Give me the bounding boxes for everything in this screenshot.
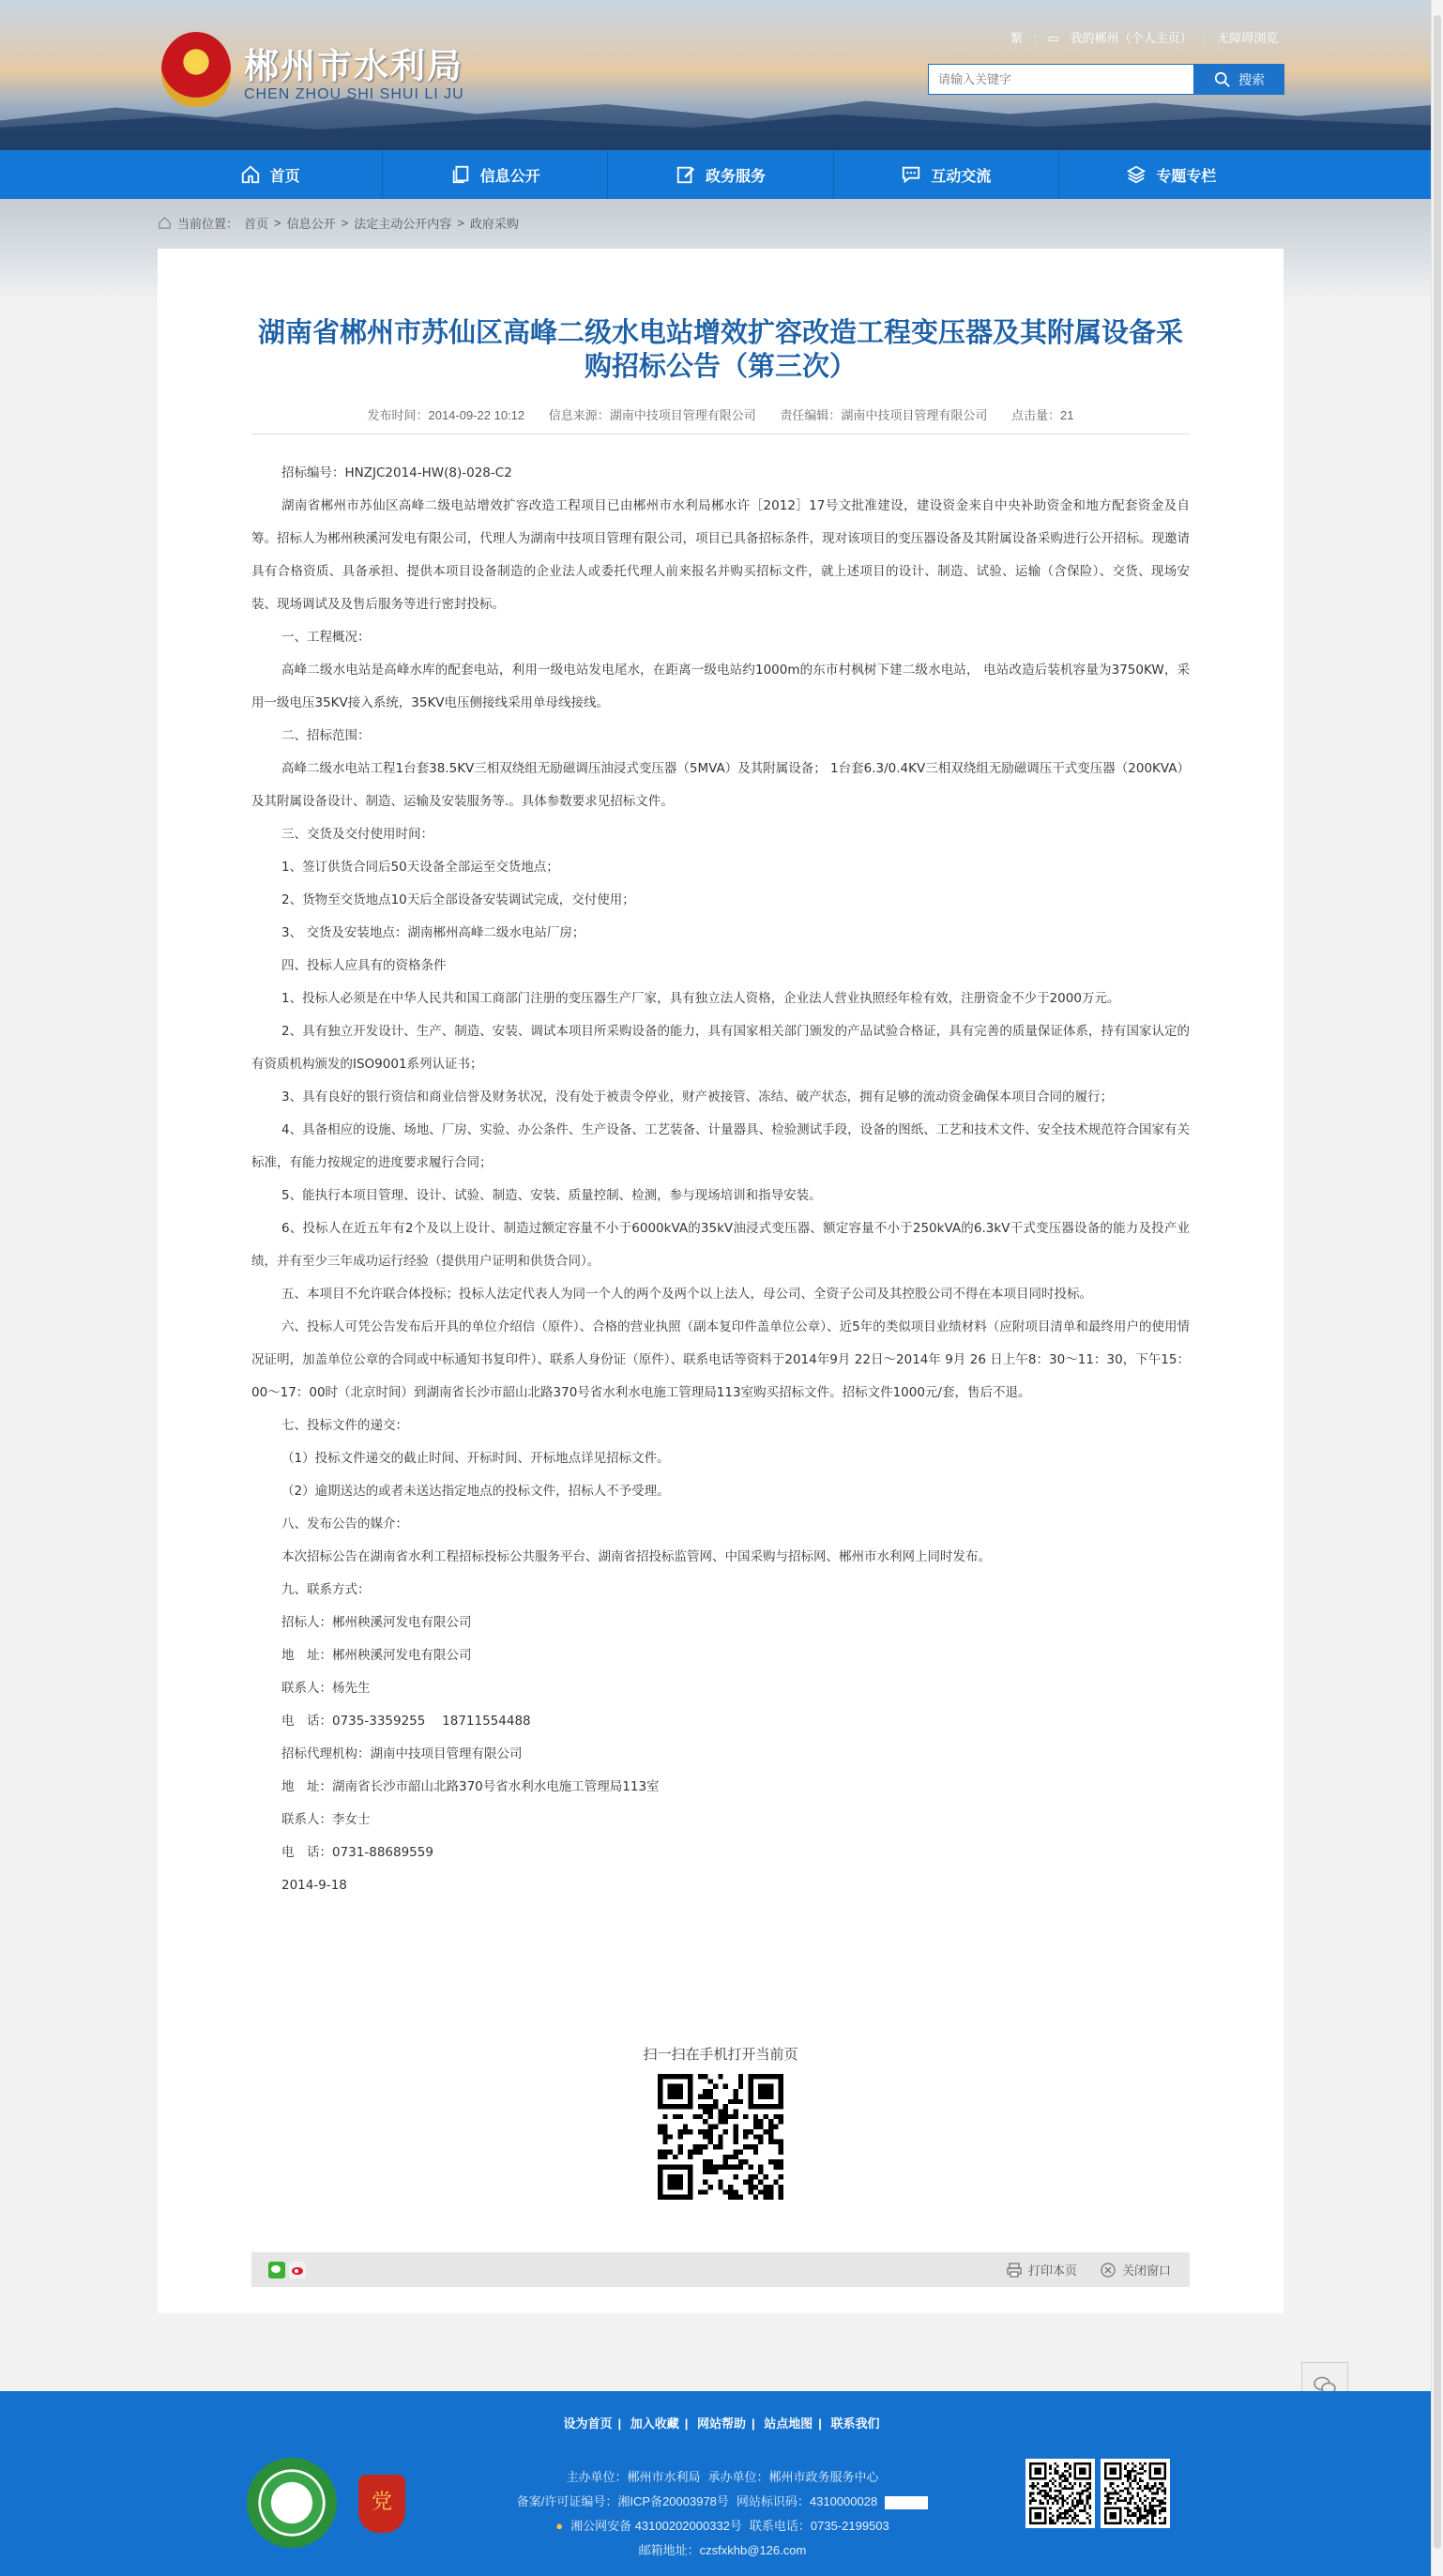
article-paragraph: 电 话：0735-3359255 18711554488 — [281, 1714, 531, 1729]
article-paragraph: 高峰二级水电站是高峰水库的配套电站，利用一级电站发电尾水，在距离一级电站约1000m的东市村枫树下建二级水电站， 电站改造后装机容量为3750KW，采用一级电压35KV接入系统，35KV电压侧接线采用单母线接线。 — [251, 663, 1190, 710]
article-paragraph: 地 址：湖南省长沙市韶山北路370号省水利水电施工管理局113室 — [281, 1779, 660, 1794]
footer-link-add-favorite[interactable]: 加入收藏 — [630, 2416, 679, 2431]
site-code: 网站标识码：4310000028 — [736, 2494, 878, 2508]
close-window-button[interactable]: 关闭窗口 — [1100, 2261, 1171, 2279]
breadcrumb-separator: > — [274, 216, 281, 230]
article-paragraph: 一、工程概况： — [281, 630, 371, 645]
search-input[interactable] — [929, 65, 1193, 94]
search-button-label: 搜索 — [1238, 71, 1265, 87]
article-paragraph: 六、投标人可凭公告发布后开具的单位介绍信（原件）、合格的营业执照（副本复印件盖单位公章）、近5年的类似项目业绩材料（应附项目清单和最终用户的使用情况证明，加盖单位公章的合同或中标通知书复印件）、联系人身份证（原件）、联系电话等资料于2014年9月 22日～2014年 9月 26 日上午8：30～11：30，下午15：00～17：00时（北京时间）到湖南省长沙市韶山北路370号省水利水电施工管理局113室购买招标文件。招标文件1000元/套，售后不退。 — [251, 1319, 1190, 1400]
breadcrumb-statutory-content[interactable]: 法定主动公开内容 — [354, 217, 452, 231]
site-title[interactable]: 郴州市水利局 — [244, 47, 463, 85]
organizer: 承办单位：郴州市政务服务中心 — [707, 2470, 879, 2484]
article-paragraph: （2）逾期送达的或者未送达指定地点的投标文件，招标人不予受理。 — [281, 1484, 670, 1499]
breadcrumb-separator: > — [341, 216, 349, 230]
monitor-icon: ▭ — [1047, 31, 1059, 45]
view-count: 点击量：21 — [1011, 408, 1074, 422]
article-paragraph: 5、能执行本项目管理、设计、试验、制造、安装、质量控制、检测，参与现场培训和指导安装。 — [281, 1188, 822, 1203]
gov-error-correction-icon[interactable] — [885, 2496, 928, 2509]
article-paragraph: 3、具有良好的银行资信和商业信誉及财务状况，没有处于被责令停业，财产被接管、冻结、破产状态，拥有足够的流动资金确保本项目合同的履行； — [281, 1090, 1114, 1105]
article-body — [251, 457, 1190, 1902]
article-meta — [251, 405, 1190, 423]
weibo-share-icon[interactable] — [289, 2262, 306, 2279]
breadcrumb-home[interactable]: 首页 — [244, 217, 269, 231]
scrollbar[interactable] — [1431, 0, 1443, 2576]
search-button[interactable] — [1194, 64, 1284, 95]
email: 邮箱地址：czsfxkhb@126.com — [638, 2543, 807, 2557]
breadcrumb-prefix: 当前位置： — [177, 217, 239, 231]
nav-item-special-topics[interactable]: 专题专栏 — [1059, 150, 1284, 199]
contact-phone: 联系电话：0735-2199503 — [749, 2519, 889, 2533]
home-icon — [240, 164, 261, 185]
close-icon — [1100, 2262, 1116, 2279]
article-paragraph: 本次招标公告在湖南省水利工程招标投标公共服务平台、湖南省招投标监管网、中国采购与招标网、郴州市水利网上同时发布。 — [281, 1549, 991, 1564]
printer-icon — [1006, 2262, 1023, 2279]
article-paragraph: 八、发布公告的媒介： — [281, 1517, 408, 1532]
documents-icon — [450, 164, 471, 185]
article-paragraph: 电 话：0731-88689559 — [281, 1845, 433, 1860]
article-paragraph: 三、交货及交付使用时间： — [281, 827, 433, 842]
article-paragraph: 1、投标人必须是在中华人民共和国工商部门注册的变压器生产厂家，具有独立法人资格，企业法人营业执照经年检有效，注册资金不少于2000万元。 — [281, 991, 1120, 1006]
footer-qr-code-2 — [1101, 2459, 1170, 2528]
article-paragraph: 2014-9-18 — [281, 1878, 347, 1893]
search-icon — [1214, 71, 1231, 88]
article-paragraph: 6、投标人在近五年有2个及以上设计、制造过额定容量不小于6000kVA的35kV油浸式变压器、额定容量不小于250kVA的6.3kV干式变压器设备的能力及投产业绩，并有至少三年成功运行经验（提供用户证明和供货合同）。 — [251, 1221, 1190, 1269]
footer-link-contact[interactable]: 联系我们 — [830, 2416, 880, 2431]
nav-item-home[interactable]: 首页 — [158, 150, 383, 199]
breadcrumb-info-disclosure[interactable]: 信息公开 — [286, 217, 336, 231]
police-icon: ● — [555, 2519, 564, 2533]
share-bar — [251, 2252, 1190, 2287]
article-paragraph: 1、签订供货合同后50天设备全部运至交货地点； — [281, 860, 559, 875]
traditional-chinese-link[interactable]: 繁 — [1010, 31, 1024, 45]
footer-info — [469, 2465, 976, 2563]
info-source: 信息来源：湖南中技项目管理有限公司 — [548, 408, 756, 422]
article-paragraph: 2、货物至交货地点10天后全部设备安装调试完成，交付使用； — [281, 892, 635, 907]
article-paragraph: 招标人：郴州秧溪河发电有限公司 — [281, 1615, 472, 1630]
accessibility-link[interactable]: 无障碍浏览 — [1217, 31, 1279, 45]
wechat-share-icon[interactable] — [268, 2262, 285, 2279]
footer-link-sitemap[interactable]: 站点地图 — [764, 2416, 813, 2431]
article-paragraph: 招标代理机构：湖南中技项目管理有限公司 — [281, 1746, 523, 1761]
nav-item-interaction[interactable]: 互动交流 — [834, 150, 1059, 199]
article-paragraph: 招标编号：HNZJC2014-HW(8)-028-C2 — [281, 465, 512, 480]
article-paragraph: 联系人：杨先生 — [281, 1681, 371, 1696]
article-paragraph: 联系人：李女士 — [281, 1812, 371, 1827]
site-title-en: CHEN ZHOU SHI SHUI LI JU — [244, 86, 464, 102]
footer-link-set-homepage[interactable]: 设为首页 — [563, 2416, 613, 2431]
scrollbar-thumb[interactable] — [1434, 15, 1441, 2549]
civilization-badge-logo[interactable] — [247, 2458, 337, 2548]
article-paragraph: 高峰二级水电站工程1台套38.5KV三相双绕组无励磁调压油浸式变压器（5MVA）及其附属设备； 1台套6.3/0.4KV三相双绕组无励磁调压干式变压器（200KVA）及其附属设备设计、制造、运输及安装服务等.。具体参数要求见招标文件。 — [251, 761, 1190, 809]
article-paragraph: 四、投标人应具有的资格条件 — [281, 958, 447, 973]
article-paragraph: 2、具有独立开发设计、生产、制造、安装、调试本项目所采购设备的能力，具有国家相关部门颁发的产品试验合格证，具有完善的质量保证体系，持有国家认定的有资质机构颁发的ISO9001系列认证书； — [251, 1024, 1190, 1072]
article-title: 湖南省郴州市苏仙区高峰二级水电站增效扩容改造工程变压器及其附属设备采购招标公告（第三次） — [257, 318, 1183, 382]
article-container — [158, 249, 1284, 2313]
separator: | — [1203, 31, 1207, 45]
edit-icon — [676, 164, 696, 185]
police-record-link[interactable]: 湘公网安备 43100202000332号 — [570, 2519, 742, 2533]
article-paragraph: 地 址：郴州秧溪河发电有限公司 — [281, 1648, 472, 1663]
footer-link-help[interactable]: 网站帮助 — [696, 2416, 746, 2431]
personal-homepage-link[interactable]: 我的郴州（个人主页） — [1070, 31, 1192, 45]
footer-qr-code-1 — [1025, 2459, 1095, 2528]
layers-icon — [1126, 164, 1147, 185]
article-paragraph: 4、具备相应的设施、场地、厂房、实验、办公条件、生产设备、工艺装备、计量器具、检验测试手段，设备的图纸、工艺和技术文件、安全技术规范符合国家有关标准，有能力按规定的进度要求履行合同； — [251, 1122, 1190, 1170]
article-paragraph: （1）投标文件递交的截止时间、开标时间、开标地点详见招标文件。 — [281, 1451, 670, 1466]
national-emblem-logo: ★ — [161, 32, 231, 107]
qr-label: 扫一扫在手机打开当前页 — [643, 2047, 798, 2063]
footer — [0, 2391, 1443, 2576]
breadcrumb-gov-procurement[interactable]: 政府采购 — [469, 217, 519, 231]
article-paragraph: 二、招标范围： — [281, 728, 371, 743]
home-outline-icon — [158, 216, 172, 230]
breadcrumb — [158, 214, 519, 232]
top-links — [1007, 28, 1282, 46]
main-nav — [0, 150, 1443, 199]
search-box — [928, 64, 1194, 95]
sponsor: 主办单位：郴州市水利局 — [566, 2470, 701, 2484]
separator: | — [1033, 31, 1038, 45]
editor: 责任编辑：湖南中技项目管理有限公司 — [780, 408, 988, 422]
publish-time: 发布时间：2014-09-22 10:12 — [367, 408, 525, 422]
article-paragraph: 九、联系方式： — [281, 1582, 371, 1597]
article-paragraph: 3、 交货及安装地点：湖南郴州高峰二级水电站厂房； — [281, 925, 585, 940]
nav-item-info-disclosure[interactable]: 信息公开 — [383, 150, 608, 199]
chat-icon — [901, 164, 921, 185]
article-paragraph: 五、本项目不允许联合体投标；投标人法定代表人为同一个人的两个及两个以上法人，母公司、全资子公司及其控股公司不得在本项目同时投标。 — [281, 1287, 1092, 1302]
article-paragraph: 七、投标文件的递交： — [281, 1418, 408, 1433]
breadcrumb-separator: > — [457, 216, 464, 230]
print-button[interactable]: 打印本页 — [1006, 2261, 1077, 2279]
nav-item-gov-services[interactable]: 政务服务 — [608, 150, 833, 199]
article-paragraph: 湖南省郴州市苏仙区高峰二级电站增效扩容改造工程项目已由郴州市水利局郴水许［2012］17号文批准建设，建设资金来自中央补助资金和地方配套资金及自筹。招标人为郴州秧溪河发电有限公司，代理人为湖南中技项目管理有限公司，项目已具备招标条件，现对该项目的变压器设备及其附属设备采购进行公开招标。现邀请具有合格资质、具备承担、提供本项目设备制造的企业法人或委托代理人前来报名并购买招标文件，就上述项目的设计、制造、试验、运输（含保险）、交货、现场安装、现场调试及及售后服务等进行密封投标。 — [251, 498, 1190, 612]
qr-code — [658, 2074, 783, 2200]
footer-links: 设为首页 | 加入收藏 | 网站帮助 | 站点地图 | 联系我们 — [563, 2416, 880, 2431]
icp-link[interactable]: 备案/许可证编号：湘ICP备20003978号 — [516, 2494, 729, 2508]
party-org-badge-logo[interactable]: 党 — [358, 2475, 405, 2533]
